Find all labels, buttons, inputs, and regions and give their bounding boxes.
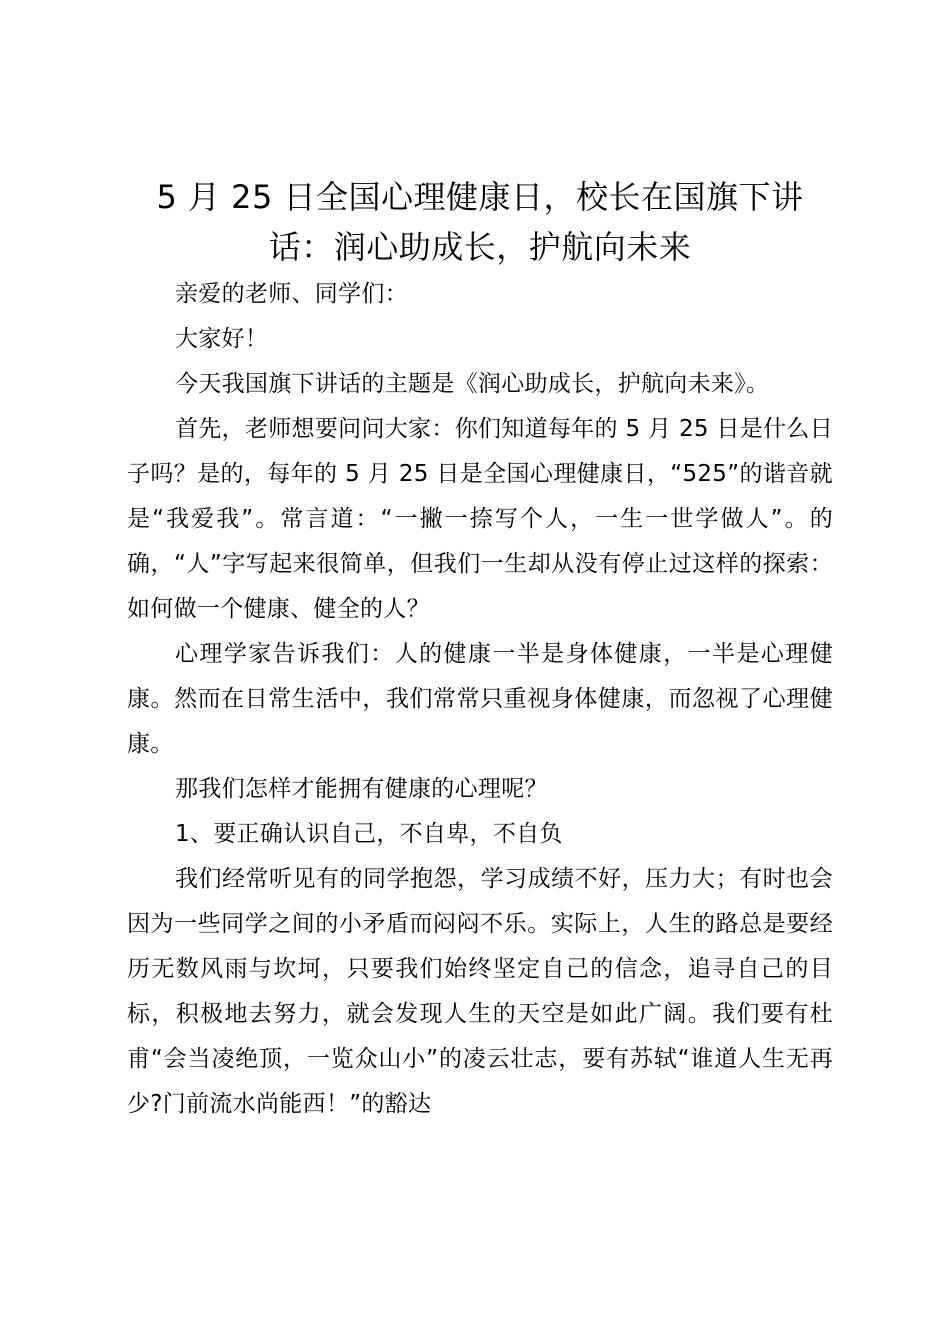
section-heading-1: 1、要正确认识自己，不自卑，不自负 bbox=[175, 821, 563, 847]
paragraph-greeting: 大家好！ bbox=[175, 326, 269, 352]
document-page bbox=[127, 172, 833, 1127]
document-title: 5 月 25 日全国心理健康日，校长在国旗下讲话：润心助成长，护航向未来 bbox=[156, 178, 804, 266]
paragraph-salutation: 亲爱的老师、同学们： bbox=[175, 281, 408, 307]
paragraph-section-1: 我们经常听见有的同学抱怨，学习成绩不好，压力大；有时也会因为一些同学之间的小矛盾而闷闷不乐。实际上，人生的路总是要经历无数风雨与坎坷，只要我们始终坚定自己的信念，追寻自己的目标，积极地去努力，就会发现人生的天空是如此广阔。我们要有杜甫“会当凌绝顶，一览众山小”的凌云壮志，要有苏轼“谁道人生无再少?门前流水尚能西！”的豁达 bbox=[127, 866, 833, 1117]
paragraph-intro: 首先，老师想要问问大家：你们知道每年的 5 月 25 日是什么日子吗？是的，每年的 5 月 25 日是全国心理健康日，“525”的谐音就是“我爱我”。常言道：“一撇一捺写个人，一生一世学做人”。的确，“人”字写起来很简单，但我们一生却从没有停止过这样的探索：如何做一个健康、健全的人？ bbox=[127, 416, 833, 622]
document-body bbox=[127, 272, 833, 1127]
paragraph-topic: 今天我国旗下讲话的主题是《润心助成长，护航向未来》。 bbox=[175, 371, 770, 397]
paragraph-question: 那我们怎样才能拥有健康的心理呢？ bbox=[175, 776, 548, 802]
paragraph-psychology: 心理学家告诉我们：人的健康一半是身体健康，一半是心理健康。然而在日常生活中，我们常常只重视身体健康，而忽视了心理健康。 bbox=[127, 641, 833, 757]
